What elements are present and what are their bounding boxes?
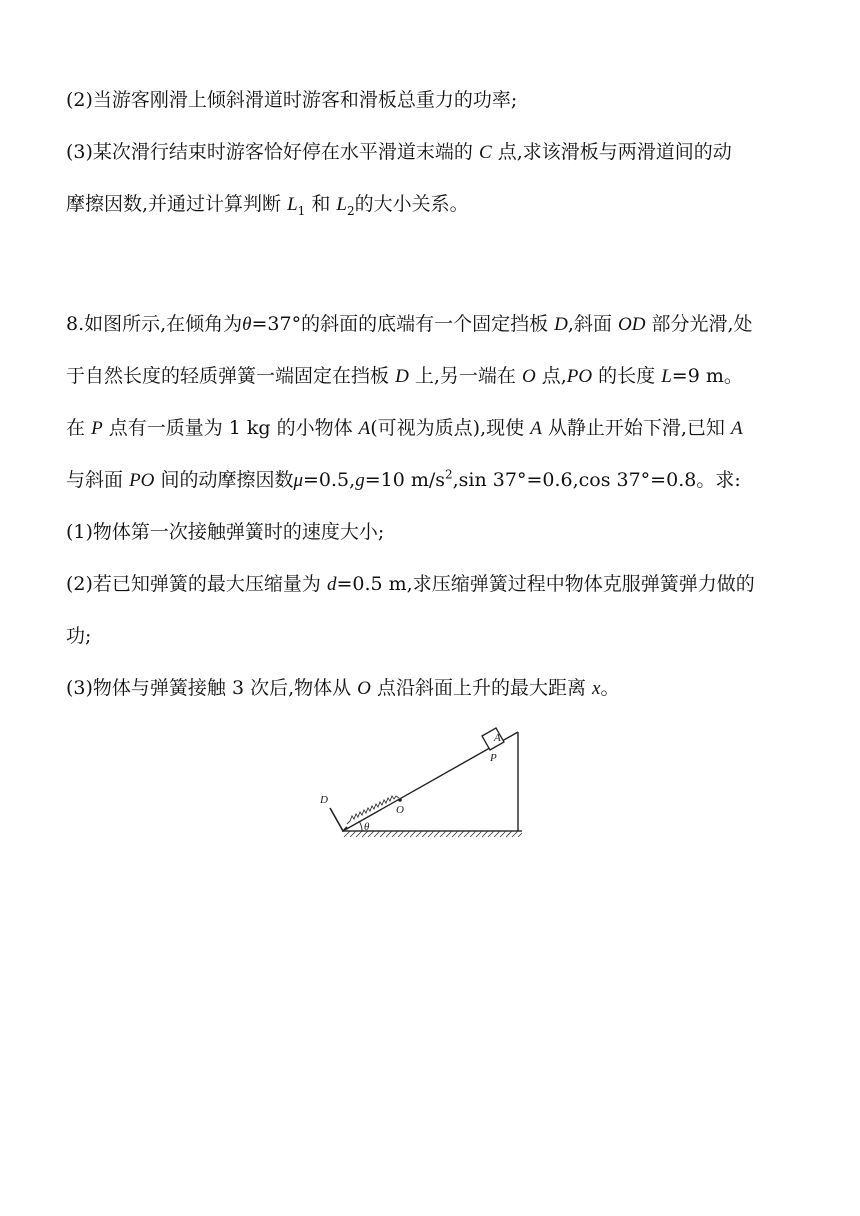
angle-arc xyxy=(359,821,362,831)
symbol-x: x xyxy=(592,678,601,699)
q8-line-1 xyxy=(66,312,753,337)
symbol-mu: μ xyxy=(293,470,303,491)
q8-text: ,斜面 xyxy=(567,313,612,335)
label-o: O xyxy=(396,804,404,816)
q8-text: 功; xyxy=(66,625,92,647)
symbol-d: d xyxy=(326,574,337,595)
q8-text: =0.5 m,求压缩弹簧过程中物体克服弹簧弹力做的 xyxy=(336,573,755,595)
q8-text: =0.5, xyxy=(303,469,356,491)
spring xyxy=(347,796,399,824)
q8-text: 于自然长度的轻质弹簧一端固定在挡板 xyxy=(66,365,390,387)
q8-part-2-line-1 xyxy=(66,572,755,597)
q8-text: 点, xyxy=(541,365,567,387)
part3-text-c: 摩擦因数,并通过计算判断 xyxy=(66,193,282,215)
label-d: D xyxy=(320,794,328,806)
q8-text: 点有一质量为 1 kg 的小物体 xyxy=(108,417,353,439)
fixed-plate-d xyxy=(330,808,347,831)
superscript-2: 2 xyxy=(445,467,453,482)
part3-text-d: 的大小关系。 xyxy=(354,193,469,215)
point-o xyxy=(398,798,402,802)
symbol-d-plate: D xyxy=(395,366,409,387)
symbol-g: g xyxy=(355,470,365,491)
q8-text: 的长度 xyxy=(598,365,656,387)
q8-part-2-line-2 xyxy=(66,624,91,648)
symbol-a: A xyxy=(530,418,542,439)
symbol-theta: θ xyxy=(242,314,252,335)
q8-line-4 xyxy=(66,468,741,493)
q8-text: 8.如图所示,在倾角为 xyxy=(66,313,243,335)
symbol-p: P xyxy=(91,418,103,439)
q8-text: 在 xyxy=(66,417,86,439)
q8-part-3 xyxy=(66,676,619,701)
symbol-a: A xyxy=(730,418,743,439)
q8-text: 。 xyxy=(600,677,620,699)
symbol-a: A xyxy=(358,418,371,439)
q8-text: (可视为质点),现使 xyxy=(370,417,525,439)
part2-text: (2)当游客刚滑上倾斜滑道时游客和滑板总重力的功率; xyxy=(66,89,518,111)
q8-part-1 xyxy=(66,520,384,544)
q8-text: =10 m/s xyxy=(364,469,445,491)
q8-text: (1)物体第一次接触弹簧时的速度大小; xyxy=(66,521,385,543)
q8-line-2 xyxy=(66,364,743,389)
prev-question-part-3-line-2 xyxy=(66,192,469,217)
q8-text: 点沿斜面上升的最大距离 xyxy=(376,677,586,699)
symbol-od: OD xyxy=(618,314,646,335)
symbol-l1: L xyxy=(287,194,298,215)
part3-text-b: 点,求该滑板与两滑道间的动 xyxy=(497,141,732,163)
label-theta: θ xyxy=(364,821,370,833)
q8-text: 上,另一端在 xyxy=(414,365,516,387)
q8-text: 与斜面 xyxy=(66,469,124,491)
prev-question-part-3-line-1 xyxy=(66,140,732,165)
q8-text: (3)物体与弹簧接触 3 次后,物体从 xyxy=(66,677,352,699)
and-word: 和 xyxy=(311,193,331,215)
part3-text-a: (3)某次滑行结束时游客恰好停在水平滑道末端的 xyxy=(66,141,473,163)
q8-line-3 xyxy=(66,416,743,441)
symbol-o: O xyxy=(357,678,371,699)
incline-spring-figure xyxy=(310,720,540,845)
q8-text: 部分光滑,处 xyxy=(651,313,753,335)
symbol-po: PO xyxy=(129,470,155,491)
symbol-po: PO xyxy=(566,366,593,387)
symbol-d-plate: D xyxy=(554,314,568,335)
q8-text: =37°的斜面的底端有一个固定挡板 xyxy=(251,313,549,335)
q8-text: 从静止开始下滑,已知 xyxy=(547,417,725,439)
symbol-l: L xyxy=(661,366,672,387)
q8-text: (2)若已知弹簧的最大压缩量为 xyxy=(66,573,321,595)
subscript-2: 2 xyxy=(347,203,355,218)
q8-text: =9 m。 xyxy=(671,365,743,387)
subscript-1: 1 xyxy=(297,203,306,218)
symbol-l2: L xyxy=(336,194,347,215)
symbol-c: C xyxy=(478,142,492,163)
label-p: P xyxy=(490,752,497,764)
prev-question-part-2 xyxy=(66,88,517,112)
label-a: A xyxy=(494,732,501,744)
symbol-o: O xyxy=(521,366,536,387)
q8-text: ,sin 37°=0.6,cos 37°=0.8。求: xyxy=(452,469,741,491)
q8-text: 间的动摩擦因数 xyxy=(160,469,294,491)
